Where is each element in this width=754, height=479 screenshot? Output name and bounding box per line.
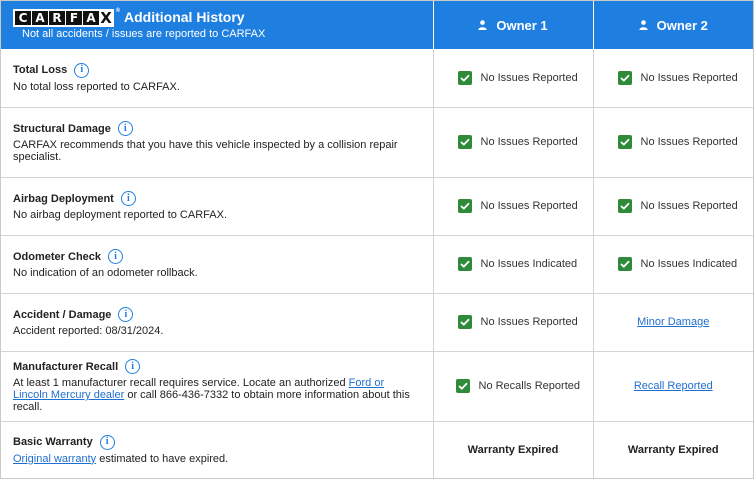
- minor-damage-link[interactable]: Minor Damage: [637, 316, 710, 328]
- owner-2-status: No Issues Reported: [640, 200, 738, 212]
- row-title: Basic Warranty: [13, 436, 93, 449]
- row-title: Airbag Deployment: [13, 192, 114, 205]
- recall-reported-link[interactable]: Recall Reported: [633, 380, 713, 392]
- checkmark-icon: [618, 199, 632, 213]
- history-row-basic-warranty: [1, 421, 753, 478]
- owner-2-status: No Issues Reported: [640, 136, 738, 148]
- owner-2-label: Owner 2: [656, 17, 708, 33]
- owner-2-header: [593, 1, 753, 49]
- row-description: [13, 377, 421, 413]
- section-title: Additional History: [124, 9, 245, 25]
- info-icon[interactable]: i: [74, 63, 89, 78]
- checkmark-icon: [456, 379, 470, 393]
- description-text: or call 866-436-7332 to obtain more information about this recall.: [13, 389, 410, 413]
- checkmark-icon: [458, 257, 472, 271]
- header-row: [1, 1, 753, 49]
- checkmark-icon: [618, 71, 632, 85]
- history-row-structural-damage: [1, 107, 753, 177]
- owner-1-status: Warranty Expired: [433, 421, 593, 478]
- dealer-link[interactable]: Ford or Lincoln Mercury dealer: [13, 377, 385, 401]
- description-text: At least 1 manufacturer recall requires service. Locate an authorized: [13, 377, 349, 389]
- history-row-total-loss: [1, 49, 753, 107]
- logo-letter: A: [83, 11, 99, 25]
- owner-1-label: Owner 1: [496, 17, 548, 33]
- checkmark-icon: [458, 315, 472, 329]
- checkmark-icon: [458, 135, 472, 149]
- history-row-accident-damage: [1, 293, 753, 351]
- carfax-logo: [13, 8, 120, 27]
- row-title: Accident / Damage: [13, 308, 112, 321]
- logo-letter: X: [100, 9, 112, 27]
- description-text: estimated to have expired.: [96, 452, 229, 465]
- original-warranty-link[interactable]: Original warranty: [13, 452, 97, 465]
- owner-1-status: No Issues Indicated: [480, 258, 578, 270]
- row-title: Total Loss: [13, 64, 68, 77]
- info-icon[interactable]: i: [118, 307, 133, 322]
- row-title: Structural Damage: [13, 122, 111, 135]
- owner-1-status: No Issues Reported: [480, 136, 578, 148]
- history-row-airbag-deployment: [1, 177, 753, 235]
- row-description: [13, 453, 421, 465]
- logo-letter: A: [32, 11, 48, 25]
- logo-letter: R: [49, 11, 65, 25]
- logo-letter: F: [66, 11, 82, 25]
- checkmark-icon: [618, 257, 632, 271]
- owner-1-status: No Issues Reported: [480, 71, 578, 84]
- info-icon[interactable]: i: [100, 435, 115, 450]
- checkmark-icon: [458, 199, 472, 213]
- person-icon: [478, 20, 487, 30]
- owner-1-status: No Issues Reported: [480, 316, 578, 328]
- row-title: Manufacturer Recall: [13, 360, 119, 373]
- history-table: [1, 1, 753, 478]
- logo-letter: C: [15, 11, 31, 25]
- row-description: Accident reported: 08/31/2024.: [13, 325, 164, 337]
- header-title-cell: [1, 1, 433, 49]
- owner-1-header: [433, 1, 593, 49]
- checkmark-icon: [618, 135, 632, 149]
- info-icon[interactable]: i: [125, 359, 140, 374]
- row-description: CARFAX recommends that you have this vehicle inspected by a collision repair specialist.: [13, 139, 398, 163]
- history-row-odometer-check: [1, 235, 753, 293]
- owner-2-status: No Issues Indicated: [640, 258, 738, 270]
- row-title: Odometer Check: [13, 250, 102, 263]
- section-subtitle: Not all accidents / issues are reported to CARFAX: [22, 28, 266, 40]
- owner-2-status: No Issues Reported: [640, 71, 738, 84]
- checkmark-icon: [458, 71, 472, 85]
- row-description: No airbag deployment reported to CARFAX.: [13, 209, 228, 221]
- person-icon: [639, 20, 648, 30]
- owner-2-status: Warranty Expired: [627, 443, 719, 456]
- info-icon[interactable]: i: [108, 249, 123, 264]
- owner-1-status: No Issues Reported: [480, 200, 578, 212]
- logo-trademark: ®: [115, 8, 120, 14]
- history-row-manufacturer-recall: [1, 351, 753, 421]
- info-icon[interactable]: i: [121, 191, 136, 206]
- owner-1-status: No Recalls Reported: [478, 380, 580, 392]
- row-description: No indication of an odometer rollback.: [13, 267, 198, 279]
- row-description: No total loss reported to CARFAX.: [13, 80, 180, 93]
- info-icon[interactable]: i: [118, 121, 133, 136]
